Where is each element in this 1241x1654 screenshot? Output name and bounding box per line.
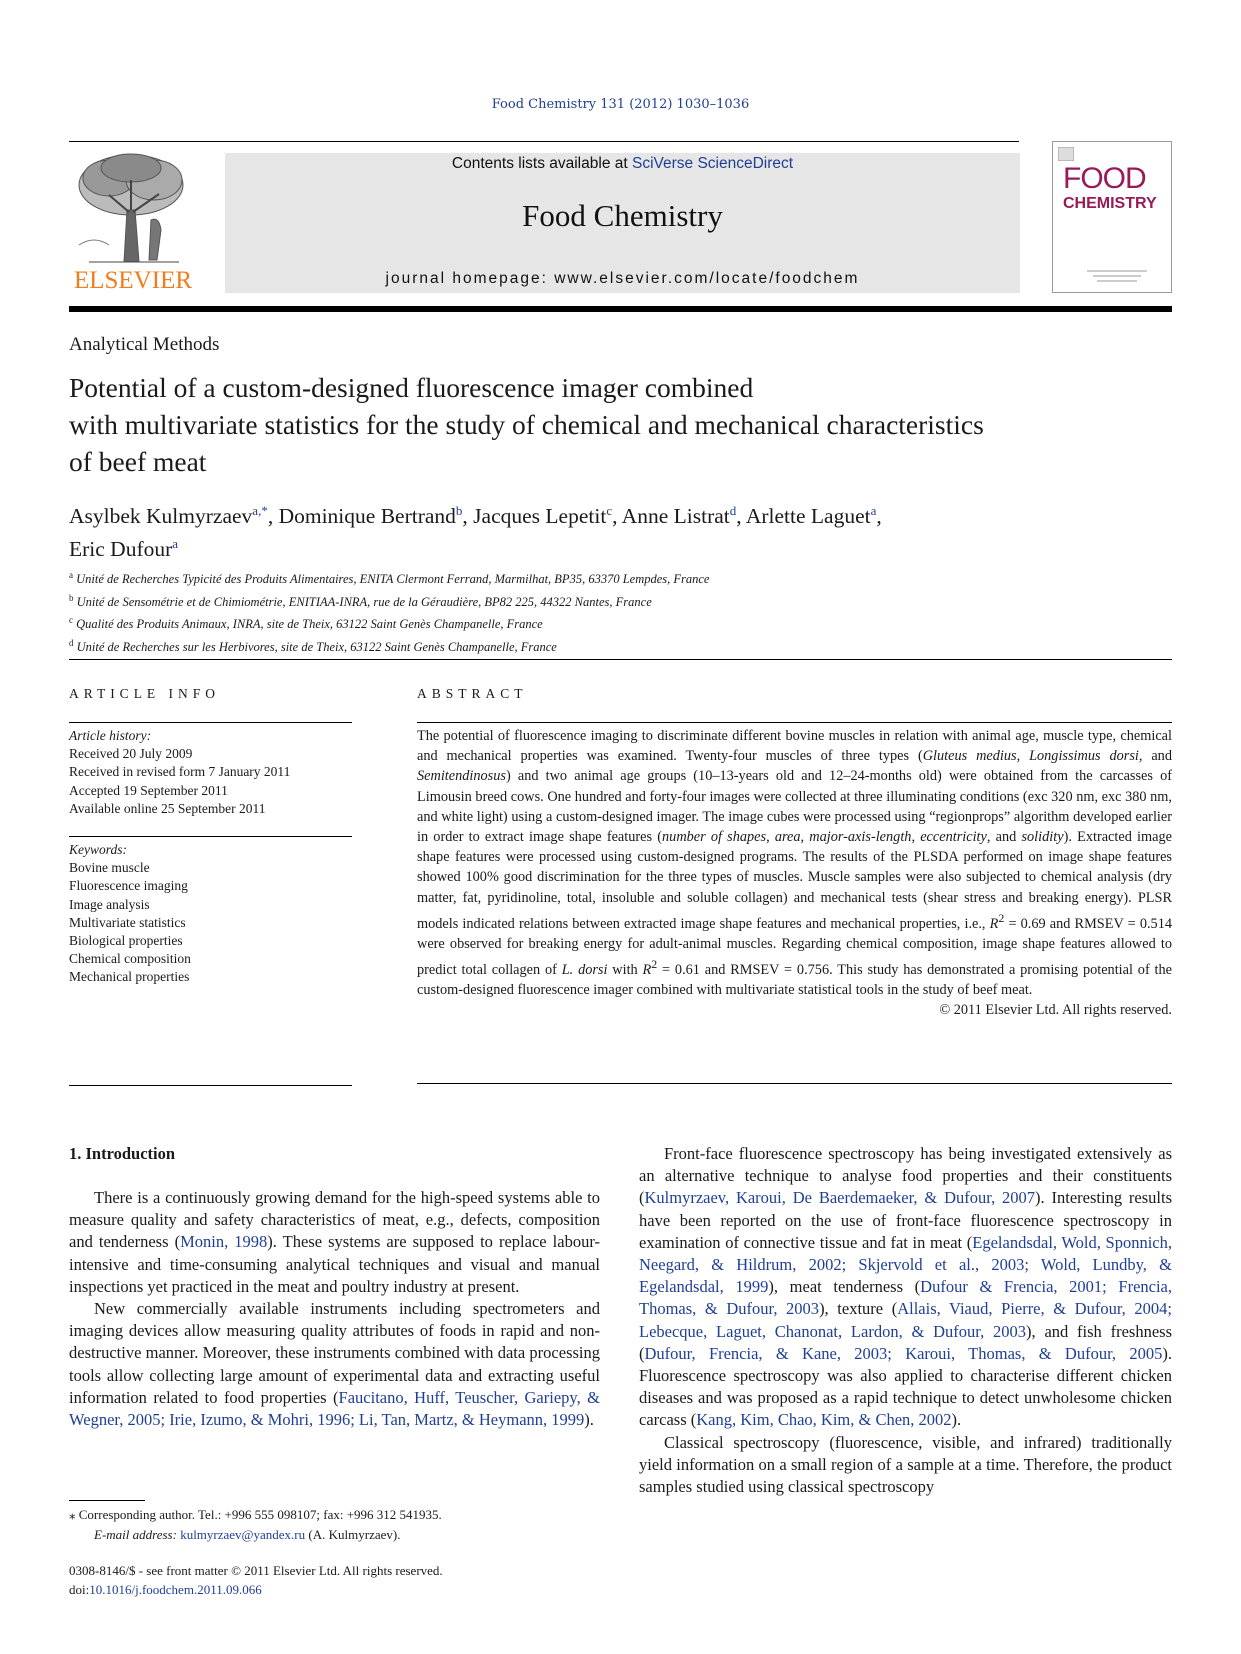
text-segment: ). Fluorescence spectroscopy was also applied to characterise different chicken diseases and was proposed as a rapid technique to detect unwholesome chicken carcass (: [639, 1343, 1172, 1430]
keyword-item: Image analysis: [69, 896, 150, 912]
footnote-star: ⁎: [69, 1507, 76, 1522]
citation-link[interactable]: Dufour & Frencia, 2001; Frencia, Thomas, & Dufour, 2003: [639, 1277, 1172, 1319]
abstract-segment: ). Extracted image shape features were processed using custom-designed programs. The results of the PLSDA performed on image shape features showed 100% good discrimination for the three types of muscles. Muscle samples were also subjected to chemical analysis (dry matter, fat, pyridinoline, total, insoluble and soluble collagen) and mechanical tests (shear stress and breaking energy). PLSR models indicated relations between extracted image shape features and mechanical properties, i.e.,: [417, 829, 1172, 932]
article-history: [69, 727, 352, 818]
text-segment: ).: [584, 1410, 594, 1430]
author-name: Jacques Lepetit: [473, 504, 607, 529]
doi-prefix: doi:: [69, 1581, 90, 1597]
footnote-rule: [69, 1500, 145, 1501]
abstract-segment: = 0.69 and RMSEV = 0.514 were observed for breaking energy for adult-animal muscles. Regarding chemical composition, image shape features allowed to predict total collagen of: [417, 915, 1173, 978]
body-paragraph: [639, 1143, 1172, 1432]
email-suffix: (A. Kulmyrzaev).: [305, 1527, 401, 1542]
elsevier-wordmark: ELSEVIER: [73, 267, 193, 294]
citation-link[interactable]: Kulmyrzaev, Karoui, De Baerdemaeker, & Dufour, 2007: [644, 1188, 1036, 1208]
author-affiliation-mark[interactable]: d: [729, 503, 737, 518]
email-link[interactable]: kulmyrzaev@yandex.ru: [180, 1527, 306, 1542]
footnote-text: Corresponding author. Tel.: +996 555 098107; fax: +996 312 541935.: [78, 1507, 442, 1522]
citation-link[interactable]: Allais, Viaud, Pierre, & Dufour, 2004; Lebecque, Laguet, Chanonat, Lardon, & Dufour, 2003: [639, 1299, 1172, 1341]
affiliation-mark: a: [69, 570, 73, 580]
corresponding-author-footnote: [69, 1505, 609, 1545]
author-separator: ,: [612, 504, 622, 529]
author-affiliation-mark[interactable]: a,*: [252, 503, 268, 518]
body-paragraph: Classical spectroscopy (fluorescence, visible, and infrared) traditionally yield information on a small region of a sample at a time. Therefore, the product samples studied using classical spectroscopy: [639, 1432, 1172, 1497]
abstract-segment: The potential of fluorescence imaging to discriminate different bovine muscles in relation with animal age, muscle type, chemical and mechanical properties was examined. Twenty-four muscles of three types (: [417, 728, 1172, 765]
journal-reference[interactable]: Food Chemistry 131 (2012) 1030–1036: [491, 97, 750, 112]
citation-link[interactable]: Kang, Kim, Chao, Kim, & Chen, 2002: [696, 1410, 952, 1430]
text-segment: There is a continuously growing demand for the high-speed systems able to measure quality and safety characteristics of meat, e.g., defects, composition and tenderness (: [69, 1188, 600, 1252]
cover-title-chemistry: CHEMISTRY: [1063, 195, 1157, 212]
abstract-text: [417, 726, 1172, 1020]
history-item: Accepted 19 September 2011: [69, 782, 228, 798]
contents-line: [225, 153, 1020, 175]
section-type: Analytical Methods: [69, 334, 220, 355]
front-matter: [69, 1562, 669, 1599]
affiliation-mark: c: [69, 615, 73, 626]
introduction-heading: 1. Introduction: [69, 1144, 176, 1163]
history-item: Received in revised form 7 January 2011: [69, 764, 291, 780]
author-affiliation-mark[interactable]: a: [870, 503, 877, 518]
feature-name: solidity: [1021, 829, 1064, 846]
cover-title-food: FOOD: [1063, 162, 1146, 195]
author-name: Eric Dufour: [69, 537, 173, 562]
front-matter-line: 0308-8146/$ - see front matter © 2011 Elsevier Ltd. All rights reserved.: [69, 1563, 443, 1578]
author-separator: ,: [462, 504, 474, 529]
history-item: Available online 25 September 2011: [69, 800, 266, 816]
text-segment: ).: [951, 1410, 962, 1430]
abstract-segment: ,: [800, 829, 810, 846]
author-list: [69, 497, 1169, 563]
body-paragraph: [69, 1298, 600, 1431]
affiliation-item: [69, 589, 1169, 612]
affiliation-text: Unité de Recherches Typicité des Produits Alimentaires, ENITA Clermont Ferrand, Marmilhat, BP35, 63370 Lempdes, France: [76, 572, 710, 587]
keyword-item: Chemical composition: [69, 951, 191, 967]
contents-prefix: Contents lists available at: [451, 155, 632, 172]
keyword-item: Mechanical properties: [69, 969, 190, 985]
journal-homepage[interactable]: journal homepage: www.elsevier.com/locate/foodchem: [385, 270, 860, 287]
affiliation-mark: b: [69, 592, 74, 603]
abstract-segment: with: [607, 961, 643, 978]
body-left-column: [69, 1187, 600, 1431]
journal-cover-thumbnail: [1052, 141, 1172, 293]
text-segment: New commercially available instruments including spectrometers and imaging devices allow measuring quality attributes of foods in rapid and non-destructive manner. Moreover, these instruments combined with data processing tools allow collecting large amount of experimental data and extracting useful information related to food properties (: [69, 1299, 600, 1407]
author-affiliation-mark[interactable]: a: [172, 536, 179, 552]
journal-banner: [225, 153, 1020, 293]
affiliation-item: [69, 611, 1169, 634]
email-label: E-mail address:: [94, 1527, 177, 1542]
doi-link[interactable]: 10.1016/j.foodchem.2011.09.066: [89, 1581, 262, 1597]
abstract-segment: ,: [1016, 748, 1030, 765]
keywords: [69, 841, 352, 987]
footnote-line: [69, 1505, 609, 1525]
doi-line: [69, 1581, 669, 1600]
superscript-two: 2: [651, 957, 658, 971]
author-name: Asylbek Kulmyrzaev: [69, 504, 253, 529]
feature-name: major-axis-length: [809, 829, 912, 846]
keywords-label: Keywords:: [69, 842, 127, 857]
keyword-item: Bovine muscle: [69, 860, 150, 876]
affiliation-text: Unité de Recherches sur les Herbivores, site de Theix, 63122 Saint Genès Champanelle, France: [76, 640, 557, 655]
article-title: [69, 369, 1179, 480]
body-right-column: [639, 1143, 1172, 1498]
affiliation-mark: d: [69, 637, 74, 648]
title-line: Potential of a custom-designed fluorescence imager combined: [69, 372, 754, 403]
superscript-two: 2: [998, 910, 1005, 925]
feature-name: number of shapes: [662, 829, 767, 846]
affiliation-text: Unité de Sensométrie et de Chimiométrie, ENITIAA-INRA, rue de la Géraudière, BP82 225, 44322 Nantes, France: [76, 594, 652, 609]
text-segment: ), and fish freshness (: [639, 1321, 1172, 1363]
title-line: with multivariate statistics for the study of chemical and mechanical characteristics: [69, 409, 984, 440]
text-segment: ). These systems are supposed to replace labour-intensive and time-consuming analytical techniques and visual and manual inspections yet practiced in the meat and poultry industry at present.: [69, 1232, 600, 1296]
r-squared-symbol: R: [989, 915, 999, 932]
author-name: Dominique Bertrand: [278, 504, 456, 529]
citation-link[interactable]: Monin, 1998: [180, 1232, 268, 1252]
body-paragraph: [69, 1187, 600, 1298]
author-separator: ,: [736, 504, 746, 529]
journal-name: Food Chemistry: [522, 198, 723, 233]
abstract-segment: ) and two animal age groups (10–13-years old and 12–24-months old) were obtained from the carcasses of Limousin breed cows. One hundred and forty-four images were collected at three illuminating conditions (exc 320 nm, exc 380 nm, and white light) using a custom-designed imager. The image cubes were processed using “regionprops” algorithm developed earlier in order to extract image shape features (: [417, 768, 1172, 846]
text-segment: ). Interesting results have been reported on the use of front-face fluorescence spectroscopy in examination of connective tissue and fat in meat (: [639, 1188, 1172, 1252]
tree-icon: [69, 150, 197, 268]
author-affiliation-mark[interactable]: c: [606, 503, 613, 518]
affiliation-item: [69, 634, 1169, 657]
article-info-heading: ARTICLE INFO: [69, 686, 221, 701]
elsevier-logo: [69, 150, 197, 295]
citation-link[interactable]: Faucitano, Huff, Teuscher, Gariepy, & Wegner, 2005; Irie, Izumo, & Mohri, 1996; Li, Tan, Martz, & Heymann, 1999: [69, 1387, 600, 1430]
article-info-rule: [69, 722, 352, 723]
history-label: Article history:: [69, 728, 152, 743]
feature-name: eccentricity: [920, 829, 987, 846]
citation-link[interactable]: Egelandsdal, Wold, Sponnich, Neegard, & Hildrum, 2002; Skjervold et al., 2003; Wold, Lundby, & Egelandsdal, 1999: [639, 1232, 1172, 1297]
keyword-item: Multivariate statistics: [69, 914, 186, 930]
abstract-copyright: © 2011 Elsevier Ltd. All rights reserved.: [939, 1002, 1172, 1019]
article-info-bottom-rule: [69, 1085, 352, 1086]
abstract-bottom-rule: [417, 1083, 1172, 1084]
r-squared-symbol: R: [642, 961, 652, 978]
text-segment: Front-face fluorescence spectroscopy has being investigated extensively as an alternative technique to analyse food properties and their constituents (: [639, 1144, 1172, 1208]
keyword-item: Fluorescence imaging: [69, 878, 188, 894]
species-name: Semitendinosus: [417, 768, 506, 785]
abstract-segment: ,: [911, 829, 921, 846]
abstract-segment: , and: [986, 829, 1022, 846]
title-line: of beef meat: [69, 446, 207, 477]
sciencedirect-link[interactable]: SciVerse ScienceDirect: [631, 155, 794, 172]
abstract-heading: ABSTRACT: [417, 686, 528, 701]
species-name: Gluteus medius: [922, 748, 1017, 765]
text-segment: ), texture (: [819, 1299, 898, 1319]
species-name: L. dorsi: [561, 961, 608, 978]
abstract-segment: = 0.61 and RMSEV = 0.756. This study has demonstrated a promising potential of the custom-designed fluorescence imager combined with multivariate statistical tools in the study of beef meat.: [417, 961, 1172, 998]
affiliation-text: Qualité des Produits Animaux, INRA, site de Theix, 63122 Saint Genès Champanelle, France: [76, 617, 543, 632]
author-name: Anne Listrat: [621, 504, 730, 529]
cover-small-print-icon: [1087, 270, 1147, 284]
citation-link[interactable]: Dufour, Frencia, & Kane, 2003; Karoui, Thomas, & Dufour, 2005: [644, 1343, 1163, 1363]
author-name: Arlette Laguet: [745, 504, 871, 529]
author-separator: ,: [267, 504, 279, 529]
history-item: Received 20 July 2009: [69, 746, 193, 762]
text-segment: ), meat tenderness (: [768, 1277, 921, 1297]
author-affiliation-mark[interactable]: b: [455, 503, 463, 518]
header-top-rule: [69, 141, 1019, 142]
abstract-segment: , and: [1138, 748, 1172, 765]
abstract-segment: ,: [766, 829, 775, 846]
abstract-rule: [417, 722, 1172, 723]
header-thick-rule: [69, 306, 1172, 312]
keyword-item: Biological properties: [69, 933, 183, 949]
affiliation-rule: [69, 659, 1172, 660]
author-separator: ,: [876, 504, 882, 529]
cover-mark-icon: [1058, 147, 1074, 161]
affiliation-list: [69, 566, 1169, 657]
footnote-email-line: [69, 1525, 609, 1545]
keywords-rule: [69, 836, 352, 837]
feature-name: area: [774, 829, 801, 846]
affiliation-item: [69, 566, 1169, 589]
species-name: Longissimus dorsi: [1029, 748, 1139, 765]
